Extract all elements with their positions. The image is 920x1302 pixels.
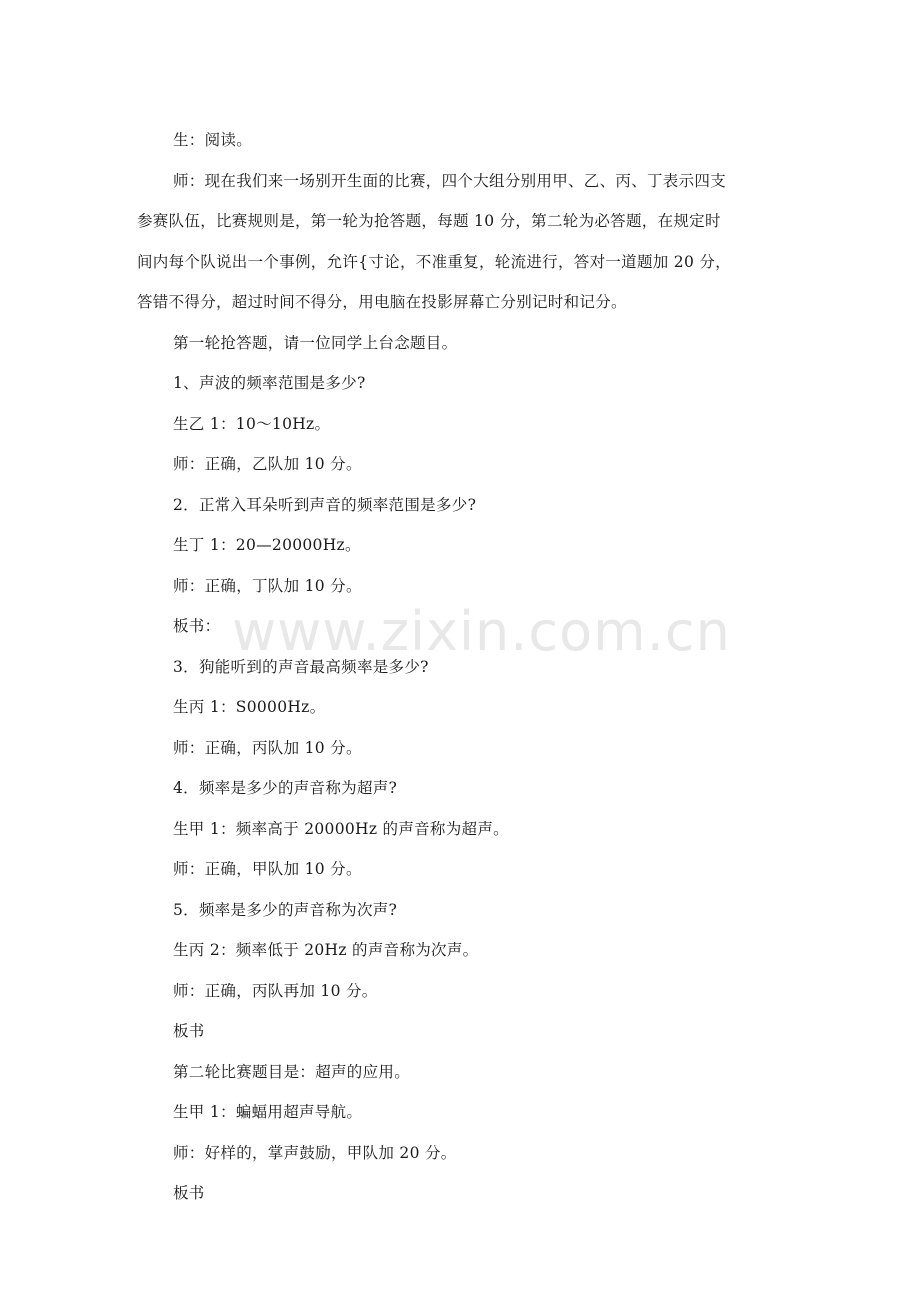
question-line: 3．狗能听到的声音最高频率是多少? [173, 657, 429, 676]
watermark-text: www.zixin.com.cn [232, 600, 731, 663]
paragraph-line: 答错不得分，超过时间不得分，用电脑在投影屏幕亡分别记时和记分。 [137, 293, 627, 311]
teacher-line: 师：正确，丙队加 10 分。 [173, 738, 362, 757]
board-note-line: 板书 [173, 1184, 205, 1202]
teacher-line: 师：正确，丙队再加 10 分。 [173, 981, 378, 1000]
teacher-line: 师：正确，丁队加 10 分。 [173, 576, 362, 595]
paragraph-line: 第二轮比赛题目是：超声的应用。 [173, 1062, 411, 1081]
paragraph-line: 第一轮抢答题，请一位同学上台念题目。 [173, 333, 458, 352]
answer-line: 生丁 1：20—20000Hz。 [173, 536, 361, 554]
teacher-line: 师：正确，乙队加 10 分。 [173, 455, 362, 473]
paragraph-rules [137, 161, 748, 323]
board-note-line: 板书： [173, 617, 221, 635]
document-body [137, 120, 748, 1214]
answer-line: 生丙 1：S0000Hz。 [173, 698, 326, 716]
teacher-line: 师：正确，甲队加 10 分。 [173, 860, 362, 878]
answer-line: 生甲 1：频率高于 20000Hz 的声音称为超声。 [173, 819, 509, 838]
paragraph-line: 生：阅读。 [173, 131, 253, 149]
answer-line: 生乙 1：10～10Hz。 [173, 414, 331, 433]
board-note-line: 板书 [173, 1022, 205, 1040]
answer-line: 生甲 1：蝙蝠用超声导航。 [173, 1103, 363, 1121]
question-line: 2．正常入耳朵听到声音的频率范围是多少? [173, 495, 477, 514]
paragraph-line: 师：现在我们来一场别开生面的比赛，四个大组分别用甲、乙、丙、丁表示四支 [173, 171, 727, 190]
question-line: 5．频率是多少的声音称为次声? [173, 900, 398, 919]
question-line: 1、声波的频率范围是多少? [173, 374, 366, 392]
question-line: 4．频率是多少的声音称为超声? [173, 779, 398, 797]
teacher-line: 师：好样的，掌声鼓励，甲队加 20 分。 [173, 1143, 457, 1162]
paragraph-line: 间内每个队说出一个事例，允许{寸论，不准重复，轮流进行，答对一道题加 20 分， [137, 252, 731, 271]
paragraph-line: 参赛队伍，比赛规则是，第一轮为抢答题，每题 10 分，第二轮为必答题，在规定时 [137, 212, 721, 230]
answer-line: 生丙 2：频率低于 20Hz 的声音称为次声。 [173, 941, 479, 959]
